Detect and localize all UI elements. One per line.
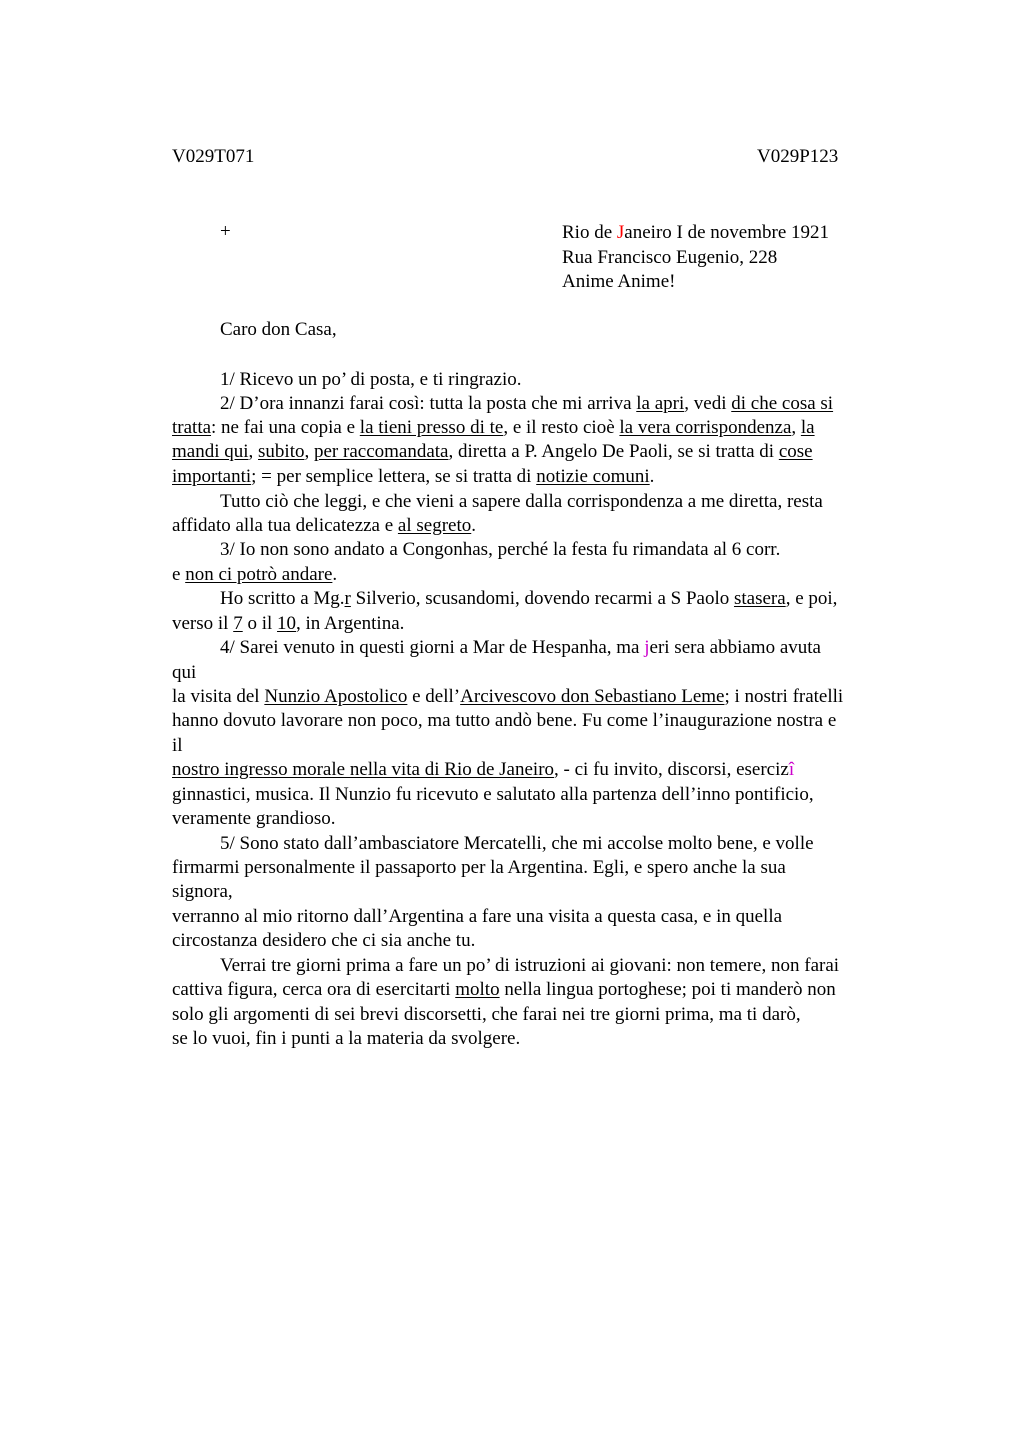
body-line: tratta: ne fai una copia e la tieni presso di te, e il resto cioè la vera corrispondenza, la	[172, 417, 815, 438]
body-line: se lo vuoi, fin i punti a la materia da svolgere.	[172, 1028, 521, 1049]
body-line: solo gli argomenti di sei brevi discorsetti, che farai nei tre giorni prima, ma ti darò,	[172, 1004, 801, 1025]
body-line: mandi qui, subito, per raccomandata, diretta a P. Angelo De Paoli, se si tratta di cose	[172, 441, 813, 462]
body-line: ginnastici, musica. Il Nunzio fu ricevuto e salutato alla partenza dell’inno pontificio,	[172, 784, 814, 805]
body-line: verranno al mio ritorno dall’Argentina a fare una visita a questa casa, e in quella	[172, 906, 783, 927]
body-line: firmarmi personalmente il passaporto per la Argentina. Egli, e spero anche la sua	[172, 857, 786, 878]
body-line: importanti; = per semplice lettera, se si tratta di notizie comuni.	[172, 466, 655, 487]
body-line: Verrai tre giorni prima a fare un po’ di istruzioni ai giovani: non temere, non farai	[220, 955, 840, 976]
body-line: hanno dovuto lavorare non poco, ma tutto andò bene. Fu come l’inaugurazione nostra e	[172, 710, 837, 731]
body-line: verso il 7 o il 10, in Argentina.	[172, 613, 405, 634]
salutation: Caro don Casa,	[220, 319, 337, 340]
address-motto-line: Anime Anime!	[562, 271, 676, 292]
body-line: nostro ingresso morale nella vita di Rio de Janeiro, - ci fu invito, discorsi, esercizî	[172, 759, 795, 780]
cross-mark: +	[220, 221, 231, 242]
body-line: signora,	[172, 881, 233, 902]
body-line: Ho scritto a Mg.r Silverio, scusandomi, dovendo recarmi a S Paolo stasera, e poi,	[220, 588, 838, 609]
body-line: 3/ Io non sono andato a Congonhas, perché la festa fu rimandata al 6 corr.	[220, 539, 781, 560]
body-line: Tutto ciò che leggi, e che vieni a sapere dalla corrispondenza a me diretta, resta	[220, 491, 823, 512]
red-letter: J	[616, 222, 625, 243]
document-code-left: V029T071	[172, 146, 255, 167]
body-line: la visita del Nunzio Apostolico e dell’Arcivescovo don Sebastiano Leme; i nostri fratelli	[172, 686, 844, 707]
body-line: circostanza desidero che ci sia anche tu.	[172, 930, 476, 951]
body-line: e non ci potrò andare.	[172, 564, 338, 585]
address-street-line: Rua Francisco Eugenio, 228	[562, 246, 778, 268]
body-line: 4/ Sarei venuto in questi giorni a Mar de Hespanha, ma jeri sera abbiamo avuta	[220, 637, 821, 658]
address-block	[562, 221, 829, 295]
body-line: 5/ Sono stato dall’ambasciatore Mercatelli, che mi accolse molto bene, e volle	[220, 833, 814, 854]
body-line: cattiva figura, cerca ora di esercitarti molto nella lingua portoghese; poi ti manderò non	[172, 979, 836, 1000]
document-code-right: V029P123	[757, 146, 839, 167]
body-line: 2/ D’ora innanzi farai così: tutta la posta che mi arriva la apri, vedi di che cosa si	[220, 393, 834, 414]
body-line: 1/ Ricevo un po’ di posta, e ti ringrazio.	[220, 369, 522, 390]
body-line: affidato alla tua delicatezza e al segreto.	[172, 515, 476, 536]
address-date-line: Rio de Janeiro I de novembre 1921	[562, 222, 830, 243]
body-line: veramente grandioso.	[172, 808, 336, 829]
body-line: il	[172, 735, 183, 756]
body-line: qui	[172, 662, 197, 683]
